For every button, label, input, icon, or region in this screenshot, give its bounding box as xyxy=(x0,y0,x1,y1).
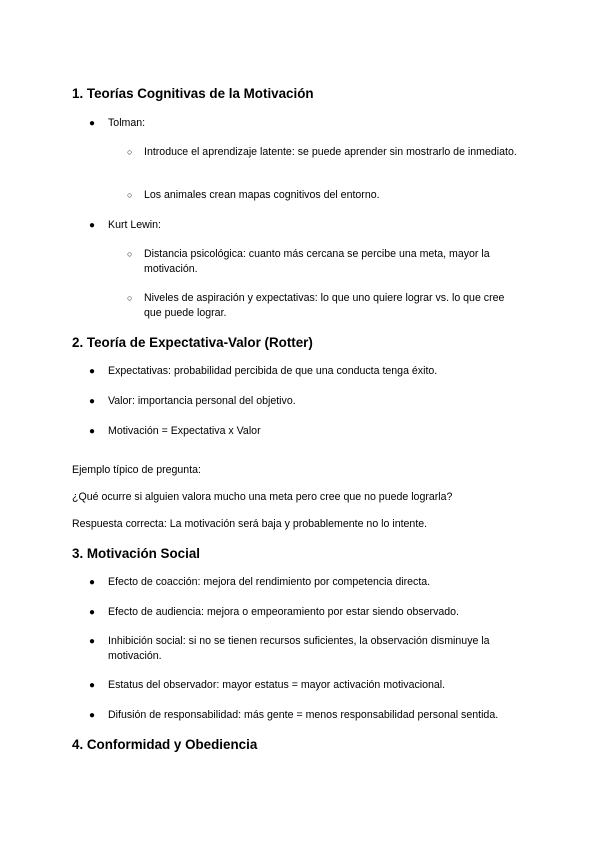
hollow-bullet-icon: ○ xyxy=(127,249,133,259)
list-item: Estatus del observador: mayor estatus = mayor activación motivacional. xyxy=(108,679,446,691)
list-item: Motivación = Expectativa x Valor xyxy=(108,425,261,437)
bullet-icon: ● xyxy=(89,220,96,231)
hollow-bullet-icon: ○ xyxy=(127,147,133,157)
paragraph-answer: Respuesta correcta: La motivación será baja y probablemente no lo intente. xyxy=(72,518,428,530)
sub-item: Distancia psicológica: cuanto más cercana se percibe una meta, mayor la motivación. xyxy=(144,248,490,275)
list-item: Efecto de audiencia: mejora o empeoramiento por estar siendo observado. xyxy=(108,606,459,618)
section-1-heading: 1. Teorías Cognitivas de la Motivación xyxy=(72,86,314,101)
sub-item: Niveles de aspiración y expectativas: lo que uno quiere lograr vs. lo que cree que puede lograr. xyxy=(144,292,505,319)
bullet-icon: ● xyxy=(89,636,96,647)
bullet-icon: ● xyxy=(89,366,96,377)
bullet-icon: ● xyxy=(89,426,96,437)
bullet-icon: ● xyxy=(89,396,96,407)
bullet-icon: ● xyxy=(89,577,96,588)
list-item: Expectativas: probabilidad percibida de que una conducta tenga éxito. xyxy=(108,365,438,377)
hollow-bullet-icon: ○ xyxy=(127,293,133,303)
section-2-heading: 2. Teoría de Expectativa-Valor (Rotter) xyxy=(72,335,313,350)
section-3-heading: 3. Motivación Social xyxy=(72,546,200,561)
bullet-icon: ● xyxy=(89,710,96,721)
list-item: Efecto de coacción: mejora del rendimiento por competencia directa. xyxy=(108,576,431,588)
list-item: Difusión de responsabilidad: más gente = menos responsabilidad personal sentida. xyxy=(108,709,499,721)
section-4-heading: 4. Conformidad y Obediencia xyxy=(72,737,258,752)
hollow-bullet-icon: ○ xyxy=(127,190,133,200)
list-item-tolman: Tolman: xyxy=(108,117,146,129)
paragraph-example-label: Ejemplo típico de pregunta: xyxy=(72,464,201,476)
bullet-icon: ● xyxy=(89,118,96,129)
paragraph-question: ¿Qué ocurre si alguien valora mucho una meta pero cree que no puede lograrla? xyxy=(72,491,453,503)
list-item: Valor: importancia personal del objetivo. xyxy=(108,395,296,407)
list-item-kurt-lewin: Kurt Lewin: xyxy=(108,219,161,231)
bullet-icon: ● xyxy=(89,607,96,618)
list-item: Inhibición social: si no se tienen recursos suficientes, la observación disminuye la motivación. xyxy=(108,635,490,662)
sub-item: Los animales crean mapas cognitivos del entorno. xyxy=(144,189,380,201)
sub-item: Introduce el aprendizaje latente: se puede aprender sin mostrarlo de inmediato. xyxy=(144,146,517,158)
bullet-icon: ● xyxy=(89,680,96,691)
